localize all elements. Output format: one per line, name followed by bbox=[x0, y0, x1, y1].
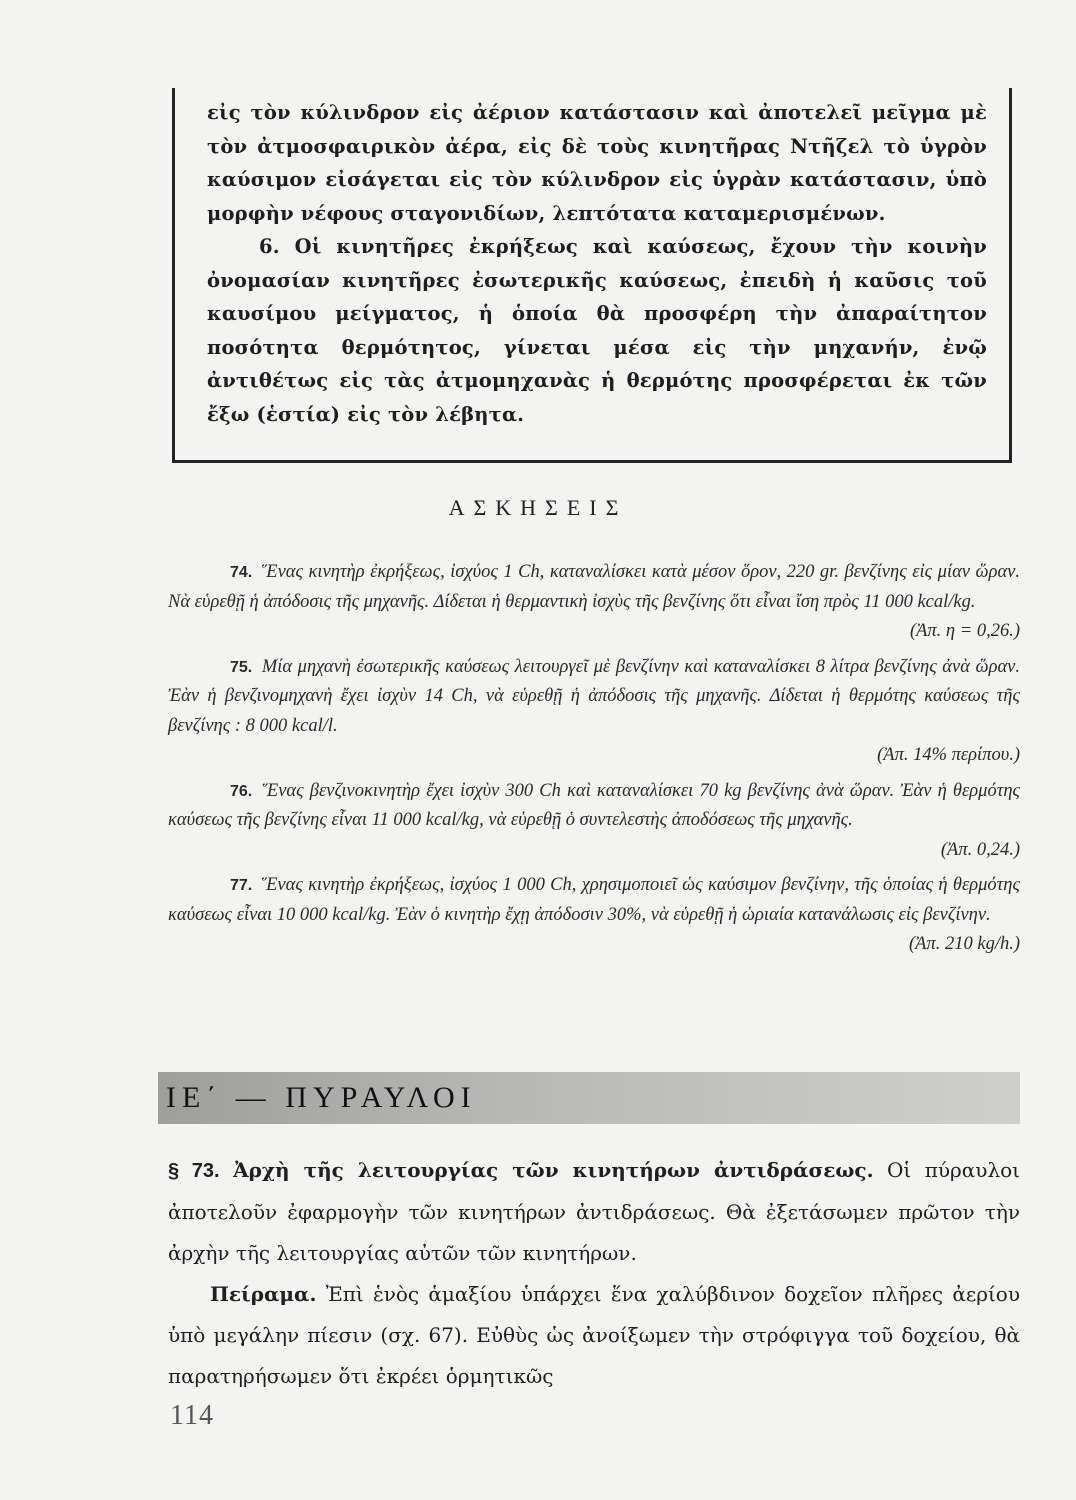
boxed-note-point-6: 6. Οἱ κινητῆρες ἐκρήξεως καὶ καύσεως, ἔχουν τὴν κοινὴν ὀνομασίαν κινητῆρες ἐσωτερικῆς καύσεως, ἐπειδὴ ἡ καῦσις τοῦ καυσίμου μείγματος, ἡ ὁποία θὰ προσφέρη τὴν ἀπαραίτητον ποσότητα θερμότητος, γίνεται μέσα εἰς τὴν μηχανήν, ἐνῷ ἀντιθέτως εἰς τὰς ἀτμομηχανὰς ἡ θερμότης προσφέρεται ἐκ τῶν ἔξω (ἑστία) εἰς τὸν λέβητα. bbox=[207, 235, 987, 426]
section-intro: Οἱ πύραυλοι ἀποτελοῦν ἐφαρμογὴν τῶν κινητήρων ἀντιδράσεως. Θὰ ἐξετάσωμεν πρῶτον τὴν ἀρχὴν τῆς λειτουργίας αὐτῶν τῶν κινητήρων. bbox=[168, 1158, 1021, 1265]
section-paragraph bbox=[168, 1150, 1020, 1274]
boxed-note-paragraph: εἰς τὸν κύλινδρον εἰς ἀέριον κατάστασιν καὶ ἀποτελεῖ μεῖγμα μὲ τὸν ἀτμοσφαιρικὸν ἀέρα, εἰς δὲ τοὺς κινητῆρας Ντῆζελ τὸ ὑγρὸν καύσιμον εἰσάγεται εἰς τὸν κύλινδρον εἰς ὑγρὰν κατάστασιν, ὑπὸ μορφὴν νέφους σταγονιδίων, λεπτότατα καταμερισμένων. bbox=[207, 101, 987, 225]
experiment-label: Πείραμα. bbox=[210, 1282, 317, 1306]
exercise-item bbox=[168, 558, 1020, 647]
exercise-answer: (Ἀπ. 210 kg/h.) bbox=[909, 934, 1020, 954]
page-number: 114 bbox=[170, 1400, 214, 1431]
experiment-text: Ἐπὶ ἑνὸς ἁμαξίου ὑπάρχει ἕνα χαλύβδινον δοχεῖον πλῆρες ἀερίου ὑπὸ μεγάλην πίεσιν (σχ. 67). Εὐθὺς ὡς ἀνοίξωμεν τὴν στρόφιγγα τοῦ δοχείου, θὰ παρατηρήσωμεν ὅτι ἐκρέει ὁρμητικῶς bbox=[168, 1282, 1021, 1388]
exercise-number: 77. bbox=[230, 877, 253, 894]
exercise-text: Ἕνας βενζινοκινητὴρ ἔχει ἰσχὺν 300 Ch καὶ καταναλίσκει 70 kg βενζίνης ἀνὰ ὥραν. Ἐὰν ἡ θερμότης καύσεως τῆς βενζίνης εἶναι 11 000 kcal/kg, νὰ εὑρεθῇ ὁ συντελεστὴς ἀποδόσεως τῆς μηχανῆς. bbox=[168, 780, 1020, 830]
experiment-paragraph bbox=[168, 1274, 1020, 1397]
exercise-number: 75. bbox=[230, 658, 253, 676]
boxed-note bbox=[207, 96, 987, 431]
exercise-number: 74. bbox=[230, 564, 253, 581]
exercise-answer: (Ἀπ. 0,24.) bbox=[940, 839, 1020, 860]
exercises-list bbox=[168, 558, 1020, 966]
exercise-number: 76. bbox=[230, 782, 253, 800]
chapter-title: ΙΕ΄ — ΠΥΡΑΥΛΟΙ bbox=[166, 1081, 477, 1114]
section-title: Ἀρχὴ τῆς λειτουργίας τῶν κινητήρων ἀντιδράσεως. bbox=[233, 1158, 874, 1182]
exercise-answer: (Ἀπ. 14% περίπου.) bbox=[877, 745, 1020, 765]
exercise-item bbox=[168, 777, 1020, 866]
chapter-band bbox=[158, 1072, 1020, 1124]
exercise-text: Ἕνας κινητὴρ ἐκρήξεως, ἰσχύος 1 Ch, καταναλίσκει κατὰ μέσον ὅρον, 220 gr. βενζίνης εἰς μίαν ὥραν. Νὰ εὑρεθῇ ἡ ἀπόδοσις τῆς μηχανῆς. Δίδεται ἡ θερμαντικὴ ἰσχὺς τῆς βενζίνης ὅτι εἶναι ἴση πρὸς 11 000 kcal/kg. bbox=[168, 562, 1021, 612]
exercises-heading: ΑΣΚΗΣΕΙΣ bbox=[448, 495, 628, 520]
exercise-item bbox=[168, 871, 1020, 960]
exercise-text: Μία μηχανὴ ἐσωτερικῆς καύσεως λειτουργεῖ μὲ βενζίνην καὶ καταναλίσκει 8 λίτρα βενζίνης ἀνὰ ὥραν. Ἐὰν ἡ βενζινομηχανὴ ἔχει ἰσχὺν 14 Ch, νὰ εὑρεθῇ ἡ ἀπόδοσις τῆς μηχανῆς. Δίδεται ἡ θερμότης καύσεως τῆς βενζίνης : 8 000 kcal/l. bbox=[168, 656, 1020, 736]
section-number: § 73. bbox=[168, 1160, 220, 1182]
exercise-answer: (Ἀπ. η = 0,26.) bbox=[909, 621, 1020, 641]
exercise-item bbox=[168, 653, 1020, 771]
section-body bbox=[168, 1150, 1020, 1397]
exercise-text: Ἕνας κινητὴρ ἐκρήξεως, ἰσχύος 1 000 Ch, χρησιμοποιεῖ ὡς καύσιμον βενζίνην, τῆς ὁποίας ἡ θερμότης καύσεως εἶναι 10 000 kcal/kg. Ἐὰν ὁ κινητὴρ ἔχῃ ἀπόδοσιν 30%, νὰ εὑρεθῇ ἡ ὡριαία κατανάλωσις εἰς βενζίνην. bbox=[168, 875, 1020, 925]
